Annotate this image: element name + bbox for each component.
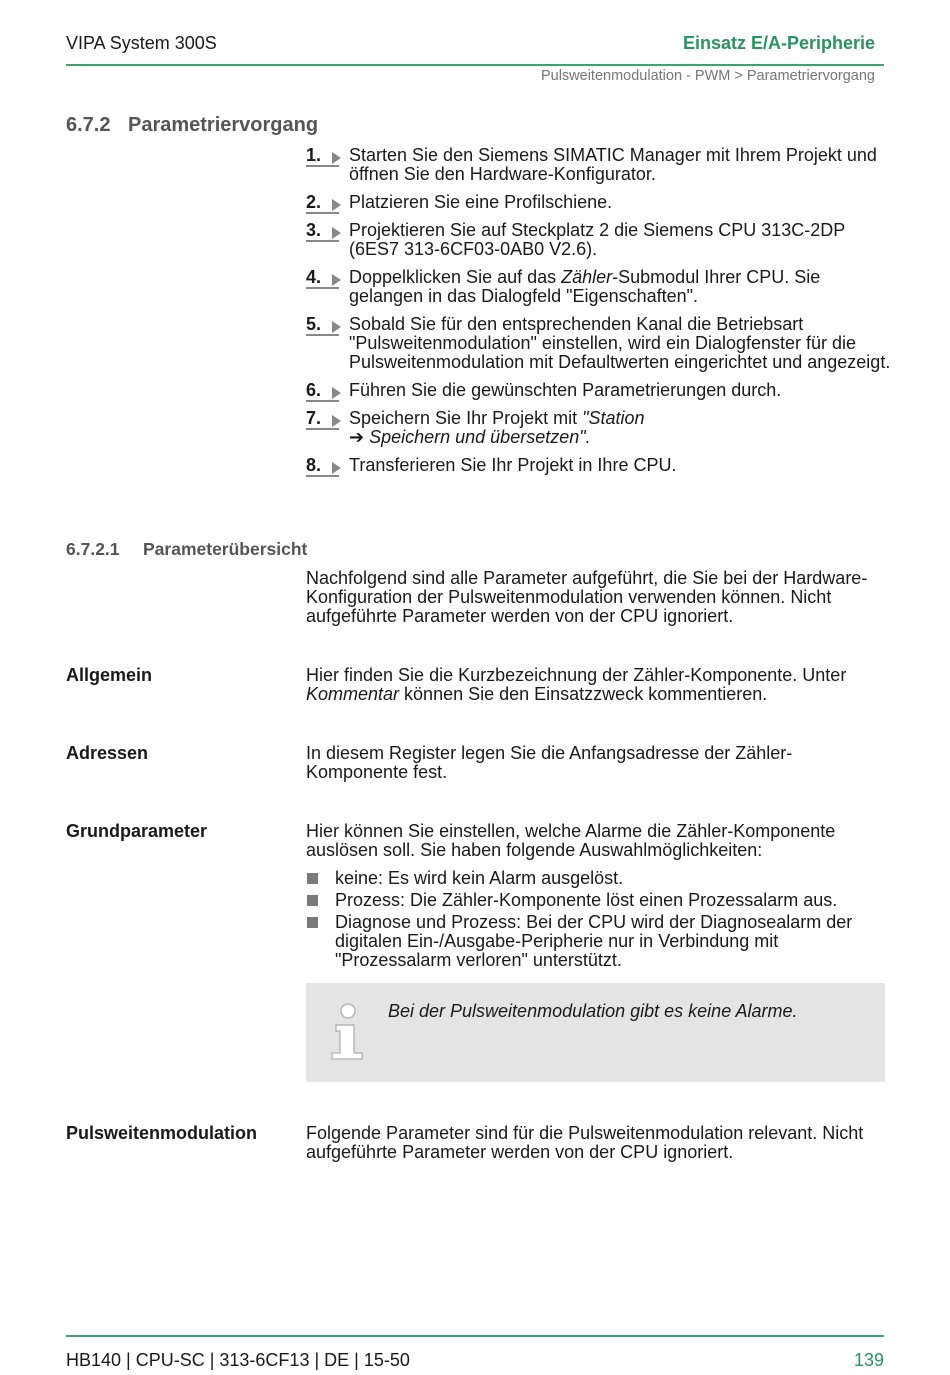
list-item [306, 891, 886, 910]
step-text: Transferieren Sie Ihr Projekt in Ihre CPU. [349, 455, 677, 475]
list-item [306, 913, 886, 970]
step-item [306, 456, 896, 475]
bullet-square-icon [307, 917, 318, 928]
param-label-adressen: Adressen [66, 743, 149, 763]
step-text [349, 267, 820, 306]
step-number: 6. [306, 380, 322, 400]
breadcrumb: Pulsweitenmodulation - PWM > Parametriervorgang [540, 68, 875, 84]
bullet-square-icon [307, 895, 318, 906]
step-number: 5. [306, 314, 322, 334]
step-number: 2. [306, 192, 322, 212]
step-text-part: -Submodul Ihrer CPU. Sie gelangen in das Dialogfeld "Eigenschaften". [349, 267, 821, 306]
alarm-option-list [306, 869, 886, 973]
menu-path: "Station [582, 408, 645, 428]
arrow-right-icon [332, 274, 341, 286]
step-text [349, 408, 645, 447]
param-text-pwm: Folgende Parameter sind für die Pulsweitenmodulation relevant. Nicht aufgeführte Parameter werden von der CPU ignoriert. [306, 1123, 864, 1162]
step-number: 7. [306, 408, 322, 428]
list-item-text: keine: Es wird kein Alarm ausgelöst. [335, 868, 624, 888]
param-label-allgemein: Allgemein [66, 665, 153, 685]
arrow-right-icon [332, 321, 341, 333]
menu-path: ➔ Speichern und übersetzen". [349, 427, 591, 447]
page-number: 139 [853, 1350, 884, 1370]
step-text-part: Speichern Sie Ihr Projekt mit [349, 408, 583, 428]
note-text: Bei der Pulsweitenmodulation gibt es keine Alarme. [388, 1001, 798, 1021]
footer-rule [66, 1335, 884, 1337]
param-text-part: können Sie den Einsatzzweck kommentieren. [399, 684, 768, 704]
arrow-right-icon [332, 387, 341, 399]
arrow-right-icon [332, 227, 341, 239]
list-item-text: Diagnose und Prozess: Bei der CPU wird der Diagnosealarm der digitalen Ein-/Ausgabe-Peripherie nur in Verbindung mit "Prozessalarm verloren" unterstützt. [335, 912, 853, 970]
header-product: VIPA System 300S [66, 33, 217, 53]
list-item [306, 869, 886, 888]
footer-doc-id: HB140 | CPU-SC | 313-6CF13 | DE | 15-50 [66, 1350, 410, 1370]
param-label-grundparameter: Grundparameter [66, 821, 208, 841]
step-text: Führen Sie die gewünschten Parametrierungen durch. [349, 380, 782, 400]
step-text: Projektieren Sie auf Steckplatz 2 die Siemens CPU 313C-2DP (6ES7 313-6CF03-0AB0 V2.6). [349, 220, 845, 259]
arrow-right-icon [332, 152, 341, 164]
step-number: 1. [306, 145, 322, 165]
bullet-square-icon [307, 873, 318, 884]
arrow-right-icon [332, 199, 341, 211]
param-text-emphasis: Kommentar [306, 684, 400, 704]
step-item [306, 381, 896, 400]
step-item [306, 409, 896, 447]
subsection-number: 6.7.2.1 [66, 539, 120, 559]
step-item [306, 221, 896, 259]
info-icon [328, 1001, 364, 1061]
step-text: Starten Sie den Siemens SIMATIC Manager mit Ihrem Projekt und öffnen Sie den Hardware-Konfigurator. [349, 145, 877, 184]
arrow-right-icon [332, 462, 341, 474]
list-item-text: Prozess: Die Zähler-Komponente löst einen Prozessalarm aus. [335, 890, 838, 910]
header-chapter: Einsatz E/A-Peripherie [682, 33, 875, 53]
intro-paragraph: Nachfolgend sind alle Parameter aufgeführt, die Sie bei der Hardware-Konfiguration der Pulsweitenmodulation verwenden können. Nicht aufgeführte Parameter werden von der CPU ignoriert. [306, 568, 868, 626]
step-item [306, 193, 896, 212]
header-rule [66, 64, 884, 66]
step-text-emphasis: Zähler [561, 267, 613, 287]
step-item [306, 268, 896, 306]
param-text-allgemein [306, 666, 886, 704]
section-number: 6.7.2 [66, 114, 111, 136]
param-text-part: Hier finden Sie die Kurzbezeichnung der Zähler-Komponente. Unter [306, 665, 847, 685]
step-number: 3. [306, 220, 322, 240]
arrow-right-icon [332, 415, 341, 427]
step-number: 4. [306, 267, 322, 287]
step-item [306, 146, 896, 184]
info-note [306, 983, 885, 1082]
step-number: 8. [306, 455, 322, 475]
subsection-title [66, 539, 307, 560]
step-item [306, 315, 896, 372]
param-text-grundparameter: Hier können Sie einstellen, welche Alarme die Zähler-Komponente auslösen soll. Sie haben folgende Auswahlmöglichkeiten: [306, 821, 836, 860]
step-list [306, 146, 896, 484]
section-heading: Parametriervorgang [128, 114, 319, 136]
subsection-heading: Parameterübersicht [143, 539, 308, 559]
step-text-part: Doppelklicken Sie auf das [349, 267, 562, 287]
step-text: Sobald Sie für den entsprechenden Kanal die Betriebsart "Pulsweitenmodulation" einstellen, wird ein Dialogfenster für die Pulsweitenmodulation mit Defaultwerten eingerichtet und angezeigt. [349, 314, 891, 372]
section-title [66, 114, 318, 137]
param-label-pwm: Pulsweitenmodulation [66, 1123, 258, 1143]
param-text-adressen: In diesem Register legen Sie die Anfangsadresse der Zähler-Komponente fest. [306, 743, 793, 782]
step-text: Platzieren Sie eine Profilschiene. [349, 192, 613, 212]
